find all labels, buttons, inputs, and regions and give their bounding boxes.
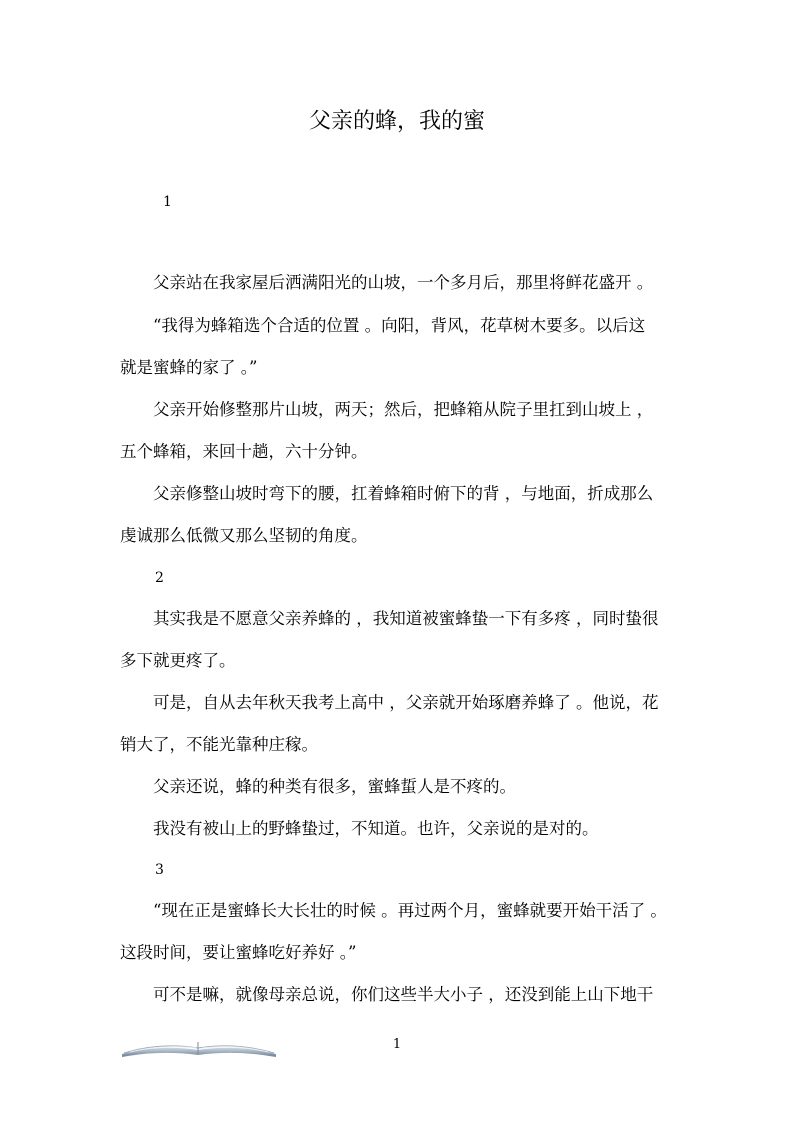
paragraph-line: 可是，自从去年秋天我考上高中 ，父亲就开始琢磨养蜂了 。他说，花 xyxy=(153,693,659,712)
paragraph-line: 我没有被山上的野蜂蛰过，不知道。也许，父亲说的是对的。 xyxy=(153,819,599,838)
paragraph-line: 虔诚那么低微又那么坚韧的角度。 xyxy=(120,526,368,545)
paragraph-line: 父亲站在我家屋后洒满阳光的山坡，一个多月后，那里将鲜花盛开 。 xyxy=(153,273,654,292)
paragraph-line: 父亲开始修整那片山坡，两天；然后，把蜂箱从院子里扛到山坡上 ， xyxy=(153,400,654,419)
page-number: 1 xyxy=(392,1037,402,1052)
paragraph-line: 父亲还说，蜂的种类有很多，蜜蜂蜇人是不疼的。 xyxy=(153,777,516,796)
paragraph-line: “我得为蜂箱选个合适的位置 。向阳，背风，花草树木要多。以后这 xyxy=(153,316,646,335)
section-number-1: 1 xyxy=(163,194,172,210)
paragraph-line: 这段时间，要让蜜蜂吃好养好 。” xyxy=(120,943,357,962)
paragraph-line: 五个蜂箱，来回十趟，六十分钟。 xyxy=(120,442,368,461)
paragraph-line: 其实我是不愿意父亲养蜂的 ，我知道被蜜蜂蛰一下有多疼 ，同时蛰很 xyxy=(153,609,659,628)
paragraph-line: “现在正是蜜蜂长大长壮的时候 。再过两个月，蜜蜂就要开始干活了 。 xyxy=(153,901,667,920)
paragraph-line: 多下就更疼了。 xyxy=(120,651,236,670)
paragraph-line: 父亲修整山坡时弯下的腰，扛着蜂箱时俯下的背 ，与地面，折成那么 xyxy=(153,484,654,503)
document-title: 父亲的蜂，我的蜜 xyxy=(308,109,485,134)
section-number-3: 3 xyxy=(155,862,164,878)
section-number-2: 2 xyxy=(155,570,164,586)
paragraph-line: 销大了，不能光靠种庄稼。 xyxy=(120,735,318,754)
paragraph-line: 可不是嘛，就像母亲总说，你们这些半大小子 ，还没到能上山下地干 xyxy=(153,985,654,1004)
paragraph-line: 就是蜜蜂的家了 。” xyxy=(120,358,258,377)
